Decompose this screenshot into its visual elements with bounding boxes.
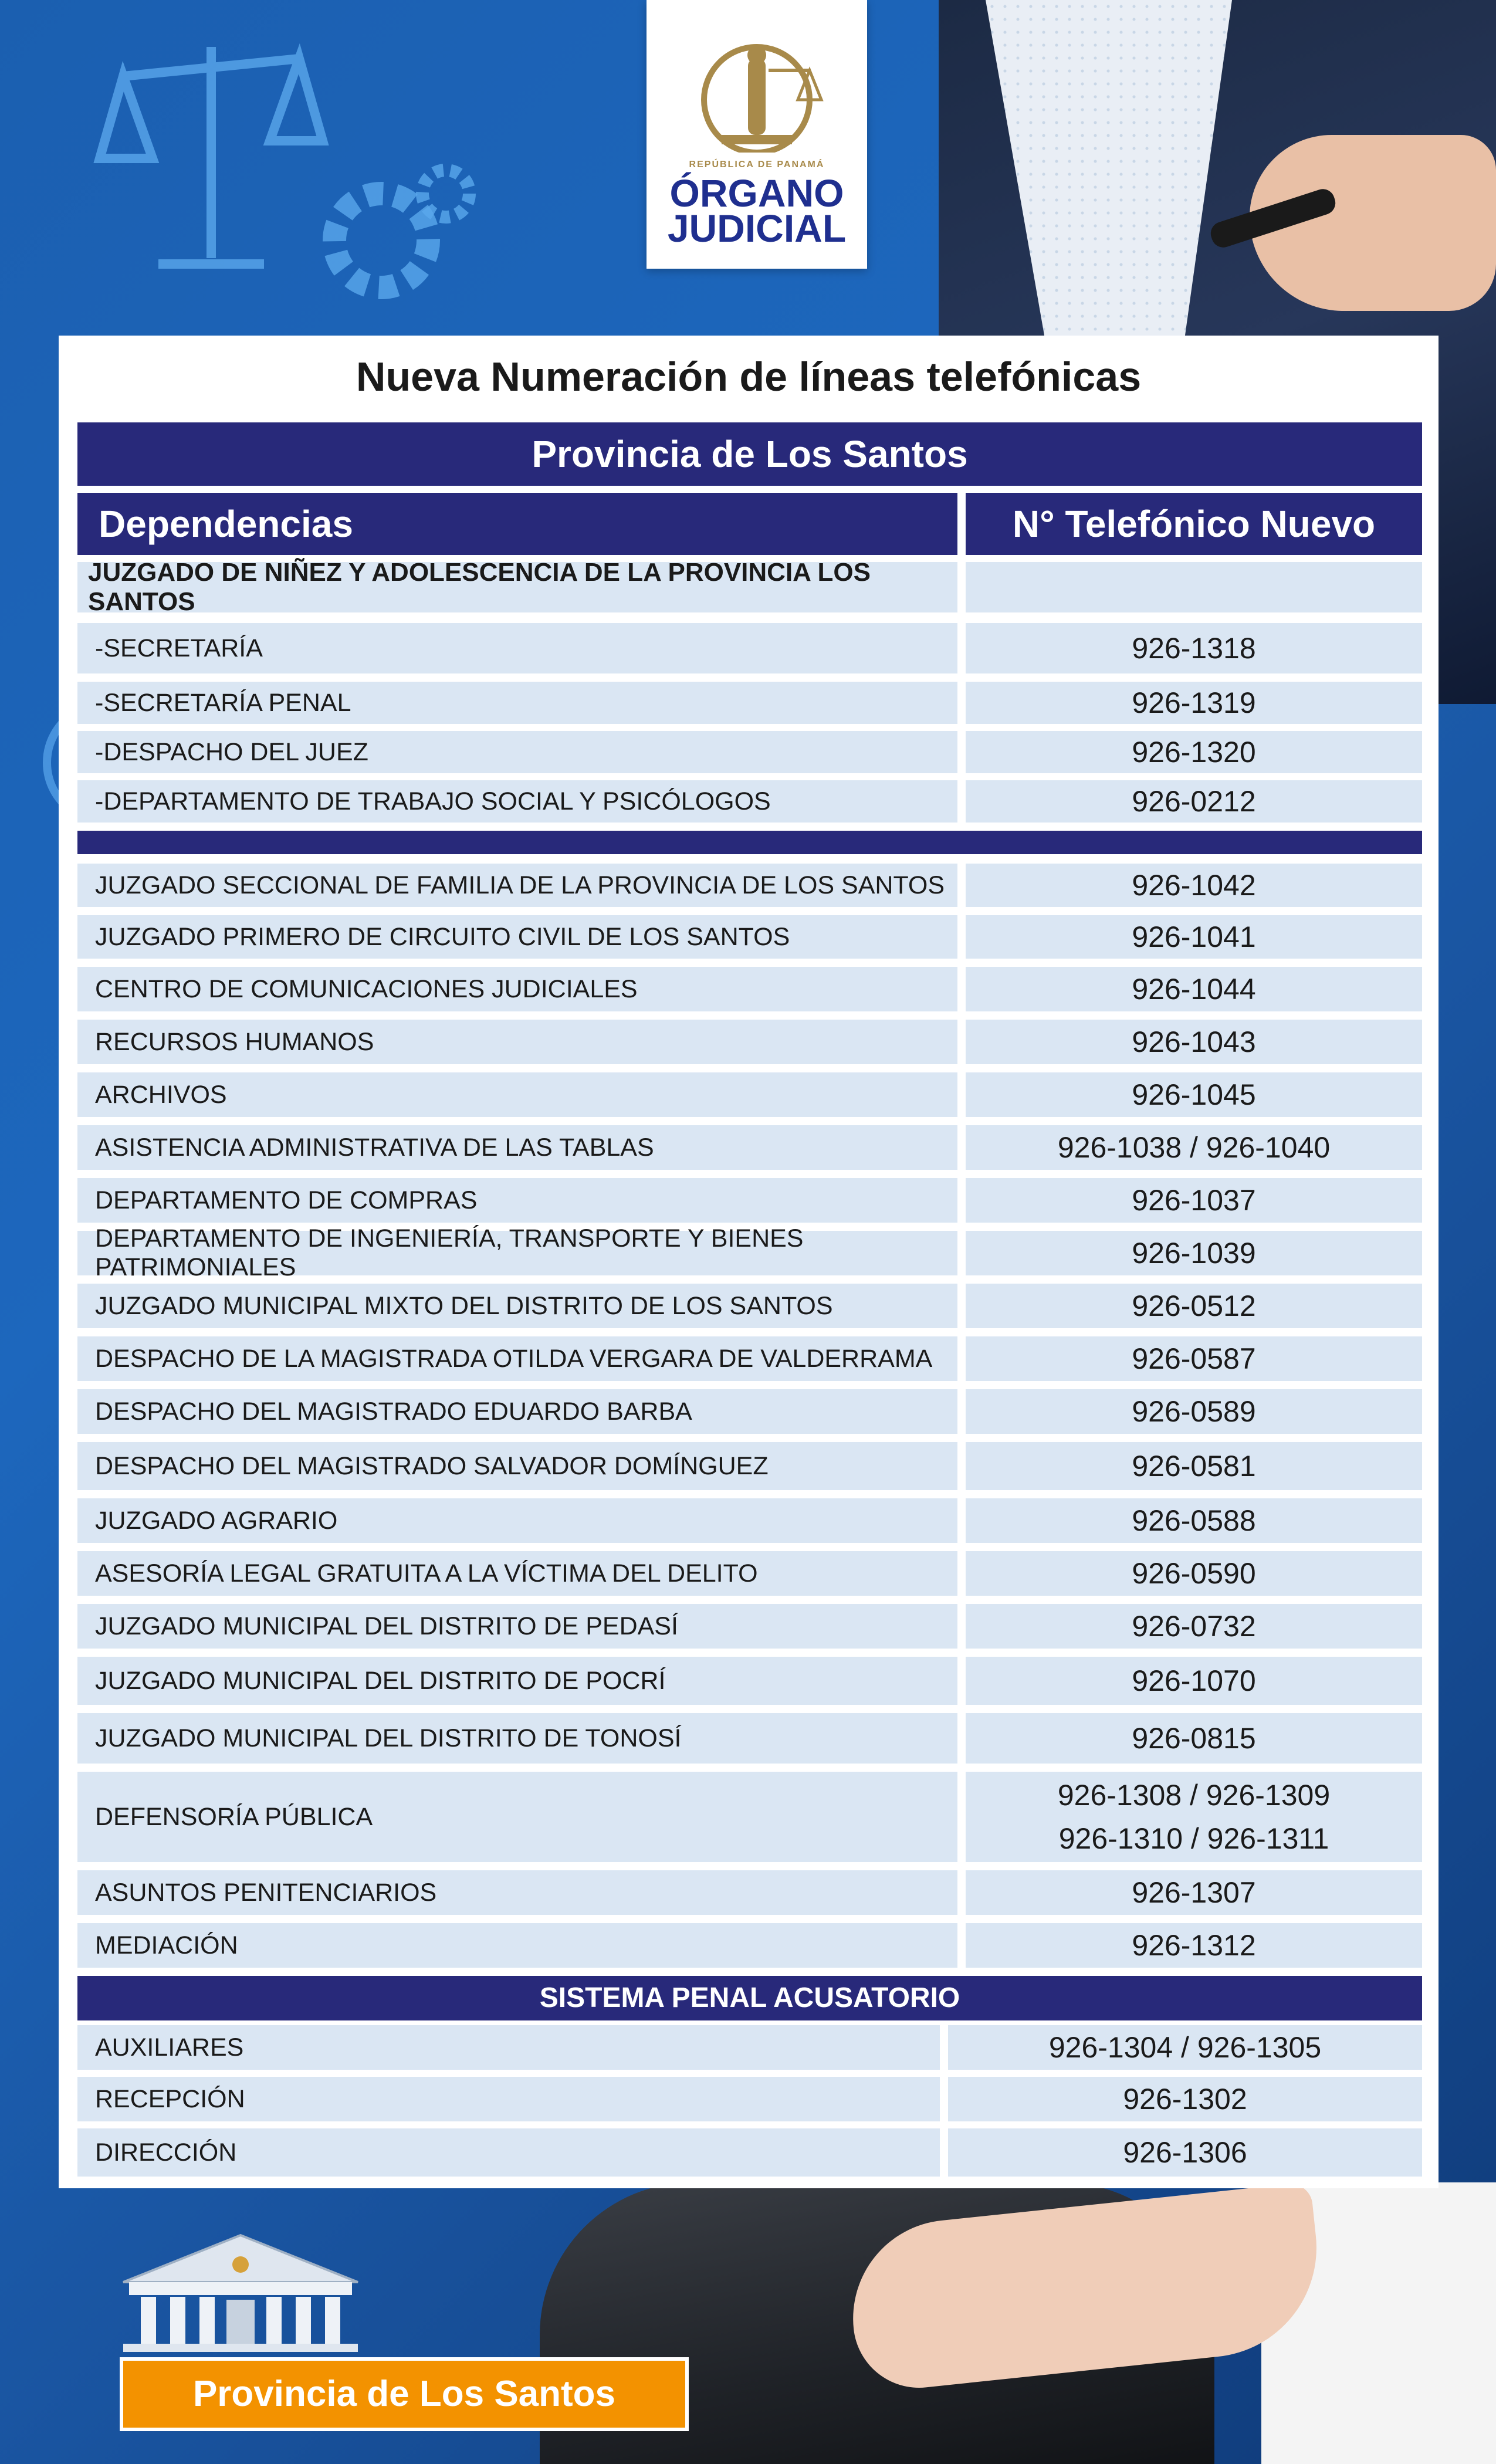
section-divider (77, 831, 1422, 854)
phone-number: 926-1307 (966, 1870, 1422, 1915)
dependency-name: JUZGADO MUNICIPAL MIXTO DEL DISTRITO DE LOS SANTOS (77, 1284, 957, 1328)
logo-organo-text: ÓRGANO (669, 171, 844, 215)
phone-number-group (966, 1772, 1422, 1862)
dependency-name: JUZGADO MUNICIPAL DEL DISTRITO DE PEDASÍ (77, 1604, 957, 1649)
phone-number: 926-1037 (966, 1178, 1422, 1223)
phone-number: 926-1042 (966, 864, 1422, 907)
dependency-name: JUZGADO AGRARIO (77, 1498, 957, 1543)
phone-number: 926-1310 / 926-1311 (1058, 1822, 1329, 1855)
province-header-bar: Provincia de Los Santos (77, 422, 1422, 486)
dependency-name: DEPARTAMENTO DE COMPRAS (77, 1178, 957, 1223)
table-row (77, 1923, 1422, 1968)
phone-number: 926-1302 (948, 2077, 1422, 2121)
phone-number: 926-1039 (966, 1231, 1422, 1275)
phone-number: 926-1306 (948, 2128, 1422, 2177)
phone-number: 926-1043 (966, 1020, 1422, 1064)
dependency-name: RECURSOS HUMANOS (77, 1020, 957, 1064)
table-row (77, 2025, 1422, 2070)
logo-republic-text: REPÚBLICA DE PANAMÁ (689, 160, 825, 170)
phone-number: 926-0587 (966, 1336, 1422, 1381)
table-row (77, 1604, 1422, 1649)
dependency-name: DEPARTAMENTO DE INGENIERÍA, TRANSPORTE Y BIENES PATRIMONIALES (77, 1231, 957, 1275)
table-row (77, 1224, 1422, 1281)
dependency-name: ASESORÍA LEGAL GRATUITA A LA VÍCTIMA DEL DELITO (77, 1551, 957, 1596)
table-row (77, 1389, 1422, 1434)
dependency-name: ASUNTOS PENITENCIARIOS (77, 1870, 957, 1915)
dependency-name: ASISTENCIA ADMINISTRATIVA DE LAS TABLAS (77, 1125, 957, 1170)
justice-emblem-icon (675, 35, 839, 153)
spa-header-bar: SISTEMA PENAL ACUSATORIO (77, 1976, 1422, 2020)
gear-icon (305, 141, 493, 329)
dependency-name: JUZGADO MUNICIPAL DEL DISTRITO DE TONOSÍ (77, 1713, 957, 1764)
phone-number: 926-1308 / 926-1309 (1057, 1779, 1331, 1812)
phone-number: 926-1318 (966, 623, 1422, 673)
phone-number: 926-1041 (966, 915, 1422, 959)
table-row (77, 1772, 1422, 1862)
table-row (77, 731, 1422, 773)
table-row (77, 1713, 1422, 1764)
dependency-name: -SECRETARÍA PENAL (77, 682, 957, 724)
dependency-name: AUXILIARES (77, 2025, 940, 2070)
scales-icon (88, 23, 334, 293)
phone-number: 926-1038 / 926-1040 (966, 1125, 1422, 1170)
column-header-telefono: N° Telefónico Nuevo (966, 493, 1422, 555)
table-row (77, 1178, 1422, 1223)
phone-number: 926-0212 (966, 780, 1422, 823)
dependency-name: RECEPCIÓN (77, 2077, 940, 2121)
table-row (77, 1657, 1422, 1705)
phone-number: 926-0581 (966, 1442, 1422, 1490)
table-row (77, 1125, 1422, 1170)
table-row (77, 1072, 1422, 1117)
dependency-name: MEDIACIÓN (77, 1923, 957, 1968)
table-row (77, 2128, 1422, 2177)
logo-judicial-text: JUDICIAL (667, 207, 847, 250)
phone-number: 926-1044 (966, 967, 1422, 1011)
dependency-name: CENTRO DE COMUNICACIONES JUDICIALES (77, 967, 957, 1011)
table-row (77, 1020, 1422, 1064)
table-row (77, 967, 1422, 1011)
table-row (77, 1442, 1422, 1490)
dependency-name: -DESPACHO DEL JUEZ (77, 731, 957, 773)
dependency-name: -DEPARTAMENTO DE TRABAJO SOCIAL Y PSICÓLOGOS (77, 780, 957, 823)
table-row (77, 1551, 1422, 1596)
dependency-name: JUZGADO PRIMERO DE CIRCUITO CIVIL DE LOS SANTOS (77, 915, 957, 959)
group-heading-row (77, 558, 1422, 616)
group-heading-ninez: JUZGADO DE NIÑEZ Y ADOLESCENCIA DE LA PROVINCIA LOS SANTOS (77, 562, 957, 612)
phone-number: 926-1070 (966, 1657, 1422, 1705)
dependency-name: DEFENSORÍA PÚBLICA (77, 1772, 957, 1862)
phone-number: 926-0589 (966, 1389, 1422, 1434)
table-row (77, 780, 1422, 823)
dependency-name: JUZGADO SECCIONAL DE FAMILIA DE LA PROVINCIA DE LOS SANTOS (77, 864, 957, 907)
organo-judicial-logo (647, 0, 867, 269)
dependency-name: DESPACHO DE LA MAGISTRADA OTILDA VERGARA DE VALDERRAMA (77, 1336, 957, 1381)
table-row (77, 1336, 1422, 1381)
directory-panel (59, 336, 1439, 2188)
phone-number: 926-1320 (966, 731, 1422, 773)
phone-number: 926-0815 (966, 1713, 1422, 1764)
phone-number: 926-0590 (966, 1551, 1422, 1596)
phone-number: 926-1304 / 926-1305 (948, 2025, 1422, 2070)
phone-number: 926-1319 (966, 682, 1422, 724)
dependency-name: DESPACHO DEL MAGISTRADO EDUARDO BARBA (77, 1389, 957, 1434)
column-header-dependencias: Dependencias (77, 493, 957, 555)
dependency-name: DIRECCIÓN (77, 2128, 940, 2177)
table-row (77, 915, 1422, 959)
dependency-name: -SECRETARÍA (77, 623, 957, 673)
table-row (77, 2077, 1422, 2121)
phone-number: 926-0512 (966, 1284, 1422, 1328)
dependency-name: DESPACHO DEL MAGISTRADO SALVADOR DOMÍNGUEZ (77, 1442, 957, 1490)
table-row (77, 1284, 1422, 1328)
courthouse-icon (111, 2229, 370, 2353)
phone-number: 926-0588 (966, 1498, 1422, 1543)
dependency-name: ARCHIVOS (77, 1072, 957, 1117)
phone-number: 926-0732 (966, 1604, 1422, 1649)
group-heading-phone-empty (966, 562, 1422, 612)
table-row (77, 682, 1422, 724)
table-row (77, 864, 1422, 907)
dependency-name: JUZGADO MUNICIPAL DEL DISTRITO DE POCRÍ (77, 1657, 957, 1705)
phone-number: 926-1312 (966, 1923, 1422, 1968)
phone-number: 926-1045 (966, 1072, 1422, 1117)
table-row (77, 1870, 1422, 1915)
table-row (77, 623, 1422, 673)
province-badge: Provincia de Los Santos (120, 2357, 689, 2431)
page-title: Nueva Numeración de líneas telefónicas (356, 354, 1142, 400)
table-row (77, 1498, 1422, 1543)
